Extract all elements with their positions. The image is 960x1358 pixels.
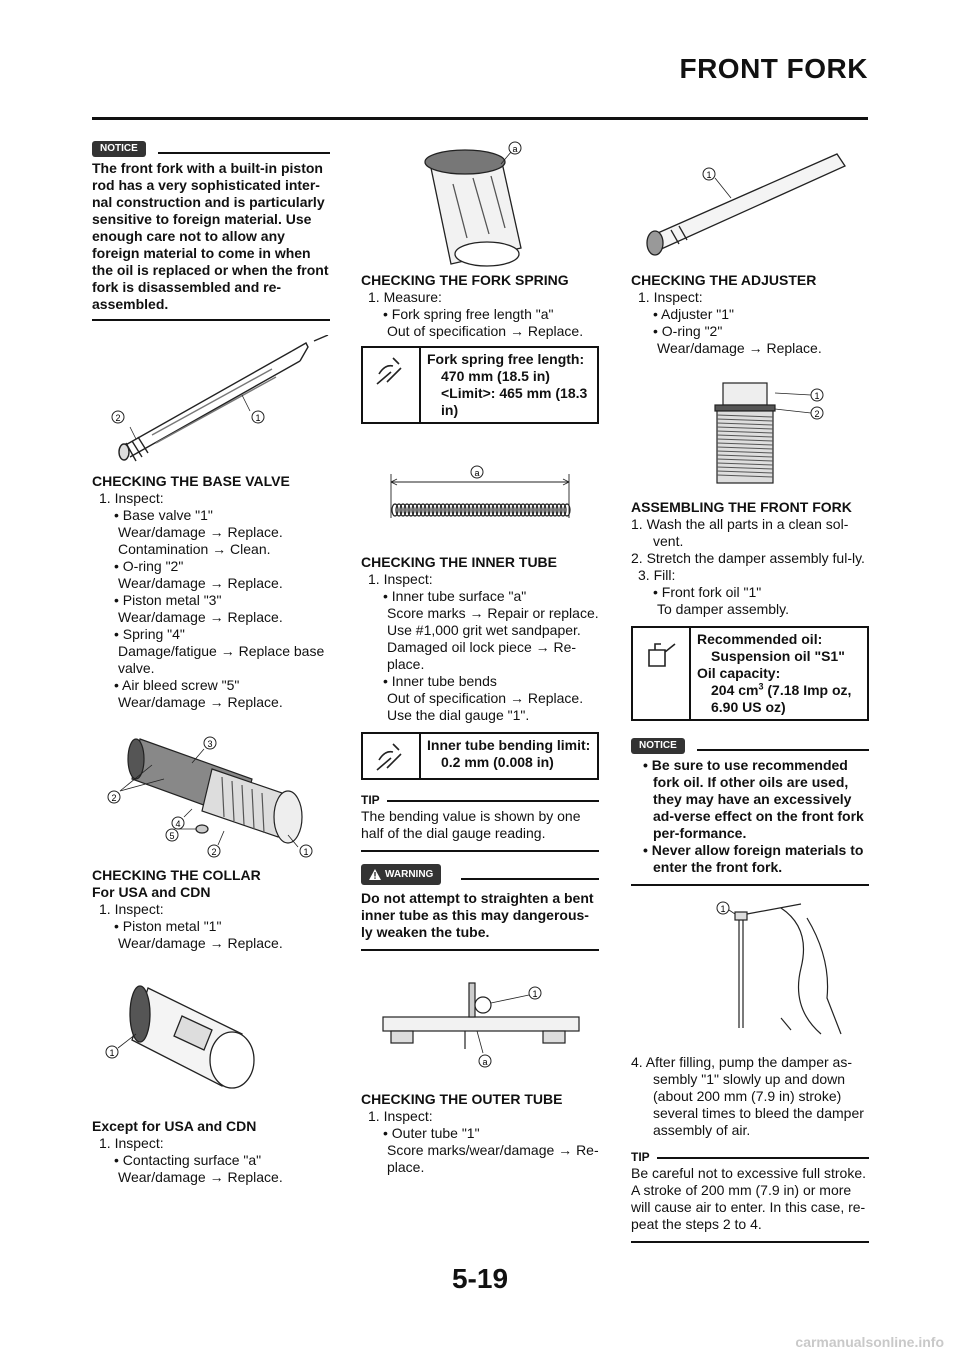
fig1-callout-1: 1 (255, 413, 261, 423)
tip-header (361, 792, 599, 808)
column-left (92, 138, 330, 1186)
adjuster-figure (631, 371, 869, 491)
spec-inner-tube-value: 0.2 mm (0.008 in) (441, 754, 554, 770)
spec-fork-spring-title: Fork spring free length: (427, 351, 585, 367)
except-line: Wear/damage → Replace. (118, 1169, 283, 1185)
page-title: FRONT FORK (679, 53, 868, 84)
fig1-callout-2: 2 (115, 413, 121, 423)
contact-callout-a: a (512, 144, 518, 154)
spec-fork-spring-limit: <Limit>: 465 mm (18.3 in) (441, 385, 588, 418)
adjuster-step: 1. Inspect: (638, 289, 703, 305)
inner-tube-heading: CHECKING THE INNER TUBE (361, 554, 558, 570)
notice-header (92, 138, 330, 158)
inner-tube-line-2: Use #1,000 grit wet sandpaper. (387, 622, 581, 638)
warning-header (361, 864, 599, 886)
base-valve-item-1-line-2: Contamination → Clean. (118, 541, 271, 557)
fig2-callout-5: 5 (169, 831, 175, 841)
except-bullet: • Contacting surface "a" (114, 1152, 262, 1168)
fork-spring-figure (361, 448, 599, 538)
tip-label-2: TIP (631, 1150, 650, 1164)
base-valve-item-2: • O-ring "2" (114, 558, 184, 574)
watermark: carmanualsonline.info (795, 1334, 944, 1350)
inner-tube-line-5: Use the dial gauge "1". (387, 707, 530, 723)
column-middle (361, 138, 599, 1176)
spec-capacity-value: 204 $cm^3$ (7.18 Imp oz, 6.90 US oz) (711, 681, 852, 715)
fork-spring-step: 1. Measure: (368, 289, 442, 305)
tip-label: TIP (361, 793, 380, 807)
spec-fork-spring (361, 346, 599, 424)
damper-pump-figure (631, 898, 869, 1038)
base-valve-parts-figure (92, 719, 330, 859)
spec-oil-title: Recommended oil: (697, 631, 823, 647)
tip-header-2 (631, 1149, 869, 1165)
warning-badge (361, 864, 441, 885)
fig2-callout-1: 1 (303, 847, 309, 857)
outer-tube-bullet: • Outer tube "1" (383, 1125, 480, 1141)
measure-icon (371, 354, 411, 392)
base-valve-item-1-line-1: Wear/damage → Replace. (118, 524, 283, 540)
adjuster-bullet-2: • O-ring "2" (653, 323, 723, 339)
collar-step: 1. Inspect: (99, 901, 164, 917)
fig2-callout-4: 4 (175, 819, 181, 829)
except-heading: Except for USA and CDN (92, 1118, 257, 1134)
spec-oil-type: Suspension oil "S1" (711, 648, 845, 664)
fig2-callout-2a: 2 (111, 793, 117, 803)
fork-spring-line: Out of specification → Replace. (387, 323, 584, 339)
notice-bullet-1: • Be sure to use recommended fork oil. If other oils are used, they may have an excessively ad-verse effect on the front fork per-formance. (643, 757, 864, 841)
assembling-step-3: 3. Fill: (638, 567, 676, 583)
inner-tube-bullet-2: • Inner tube bends (383, 673, 497, 689)
collar-bullet: • Piston metal "1" (114, 918, 222, 934)
warning-text: Do not attempt to straighten a bent inner tube as this may dangerous-ly weaken the tube. (361, 890, 594, 940)
inner-tube-line-1: Score marks → Repair or replace. (387, 605, 599, 621)
gauge-callout-1: 1 (532, 989, 538, 999)
adjuster-callout-1: 1 (814, 391, 820, 401)
dial-gauge-figure (361, 973, 599, 1083)
assembling-line: To damper assembly. (657, 601, 790, 617)
fig2-callout-3: 3 (207, 739, 213, 749)
notice-badge-2: NOTICE (631, 738, 685, 754)
spring-callout-a: a (474, 468, 480, 478)
collar-heading: CHECKING THE COLLAR (92, 867, 261, 883)
contact-surface-figure (361, 138, 599, 272)
fork-spring-heading: CHECKING THE FORK SPRING (361, 272, 569, 288)
notice-header-2 (631, 735, 869, 755)
adjuster-heading: CHECKING THE ADJUSTER (631, 272, 817, 288)
page-number: 5-19 (451, 1263, 509, 1294)
adjuster-bullet-1: • Adjuster "1" (653, 306, 734, 322)
column-right (631, 138, 869, 1243)
inner-tube-line-4: Out of specification → Replace. (387, 690, 584, 706)
collar-figure (92, 964, 330, 1104)
outer-tube-line: Score marks/wear/damage → Re-place. (387, 1142, 599, 1175)
gauge-callout-a: a (482, 1057, 488, 1067)
inner-tube-line-3: Damaged oil lock piece → Re-place. (387, 639, 577, 672)
adjuster-callout-2: 2 (814, 409, 820, 419)
spec-inner-tube (361, 732, 599, 780)
collar-subheading: For USA and CDN (92, 884, 211, 900)
measure-icon (371, 740, 411, 778)
inner-tube-bullet-1: • Inner tube surface "a" (383, 588, 527, 604)
base-valve-item-3: • Piston metal "3" (114, 592, 222, 608)
notice-bullet-2: • Never allow foreign materials to enter the front fork. (643, 842, 864, 875)
adjuster-line: Wear/damage → Replace. (657, 340, 822, 356)
base-valve-item-1: • Base valve "1" (114, 507, 213, 523)
spec-inner-tube-title: Inner tube bending limit: (427, 737, 591, 753)
spec-oil (631, 626, 869, 721)
fig3-callout-1: 1 (109, 1048, 115, 1058)
base-valve-item-3-line-1: Wear/damage → Replace. (118, 609, 283, 625)
outer-tube-callout-1: 1 (706, 170, 712, 180)
base-valve-item-4-line-1: Damage/fatigue → Replace base valve. (118, 643, 325, 676)
base-valve-item-5-line-1: Wear/damage → Replace. (118, 694, 283, 710)
assembling-bullet: • Front fork oil "1" (653, 584, 762, 600)
outer-tube-step: 1. Inspect: (368, 1108, 433, 1124)
assembling-step-2: 2. Stretch the damper assembly ful-ly. (631, 550, 865, 566)
base-valve-item-4: • Spring "4" (114, 626, 185, 642)
base-valve-rod-figure (92, 335, 330, 465)
header-rule (92, 117, 868, 120)
collar-line: Wear/damage → Replace. (118, 935, 283, 951)
base-valve-step: 1. Inspect: (99, 490, 164, 506)
fig2-callout-2b: 2 (211, 847, 217, 857)
assembling-step-4: 4. After filling, pump the damper as-sembly "1" slowly up and down (about 200 mm (7.9 in) stroke) several times to bleed the damper assembly of air. (631, 1054, 864, 1138)
assembling-heading: ASSEMBLING THE FRONT FORK (631, 499, 852, 515)
base-valve-heading: CHECKING THE BASE VALVE (92, 473, 290, 489)
base-valve-item-2-line-1: Wear/damage → Replace. (118, 575, 283, 591)
warning-icon (369, 869, 381, 880)
assembling-step-1: 1. Wash the all parts in a clean sol-vent. (631, 516, 849, 549)
damper-callout-1: 1 (720, 904, 726, 914)
tip-text-2: Be careful not to excessive full stroke. A stroke of 200 mm (7.9 in) or more will cause air to enter. In this case, re-peat the steps 2 to 4. (631, 1165, 866, 1232)
inner-tube-step: 1. Inspect: (368, 571, 433, 587)
outer-tube-heading: CHECKING THE OUTER TUBE (361, 1091, 563, 1107)
notice-text: The front fork with a built-in piston rod has a very sophisticated inter-nal construction and is particularly sensitive to foreign material. Use enough care not to allow any foreign material to come in when the oil is replaced or when the front fork is disassembled and re-assembled. (92, 160, 329, 312)
except-step: 1. Inspect: (99, 1135, 164, 1151)
spec-fork-spring-value: 470 mm (18.5 in) (441, 368, 550, 384)
spec-capacity-title: Oil capacity: (697, 665, 781, 681)
tip-text: The bending value is shown by one half of the dial gauge reading. (361, 808, 581, 841)
oil-can-icon (641, 634, 681, 672)
notice-badge: NOTICE (92, 141, 146, 157)
warning-label: WARNING (385, 869, 434, 880)
fork-spring-bullet: • Fork spring free length "a" (383, 306, 554, 322)
outer-tube-figure (631, 138, 869, 272)
base-valve-item-5: • Air bleed screw "5" (114, 677, 240, 693)
